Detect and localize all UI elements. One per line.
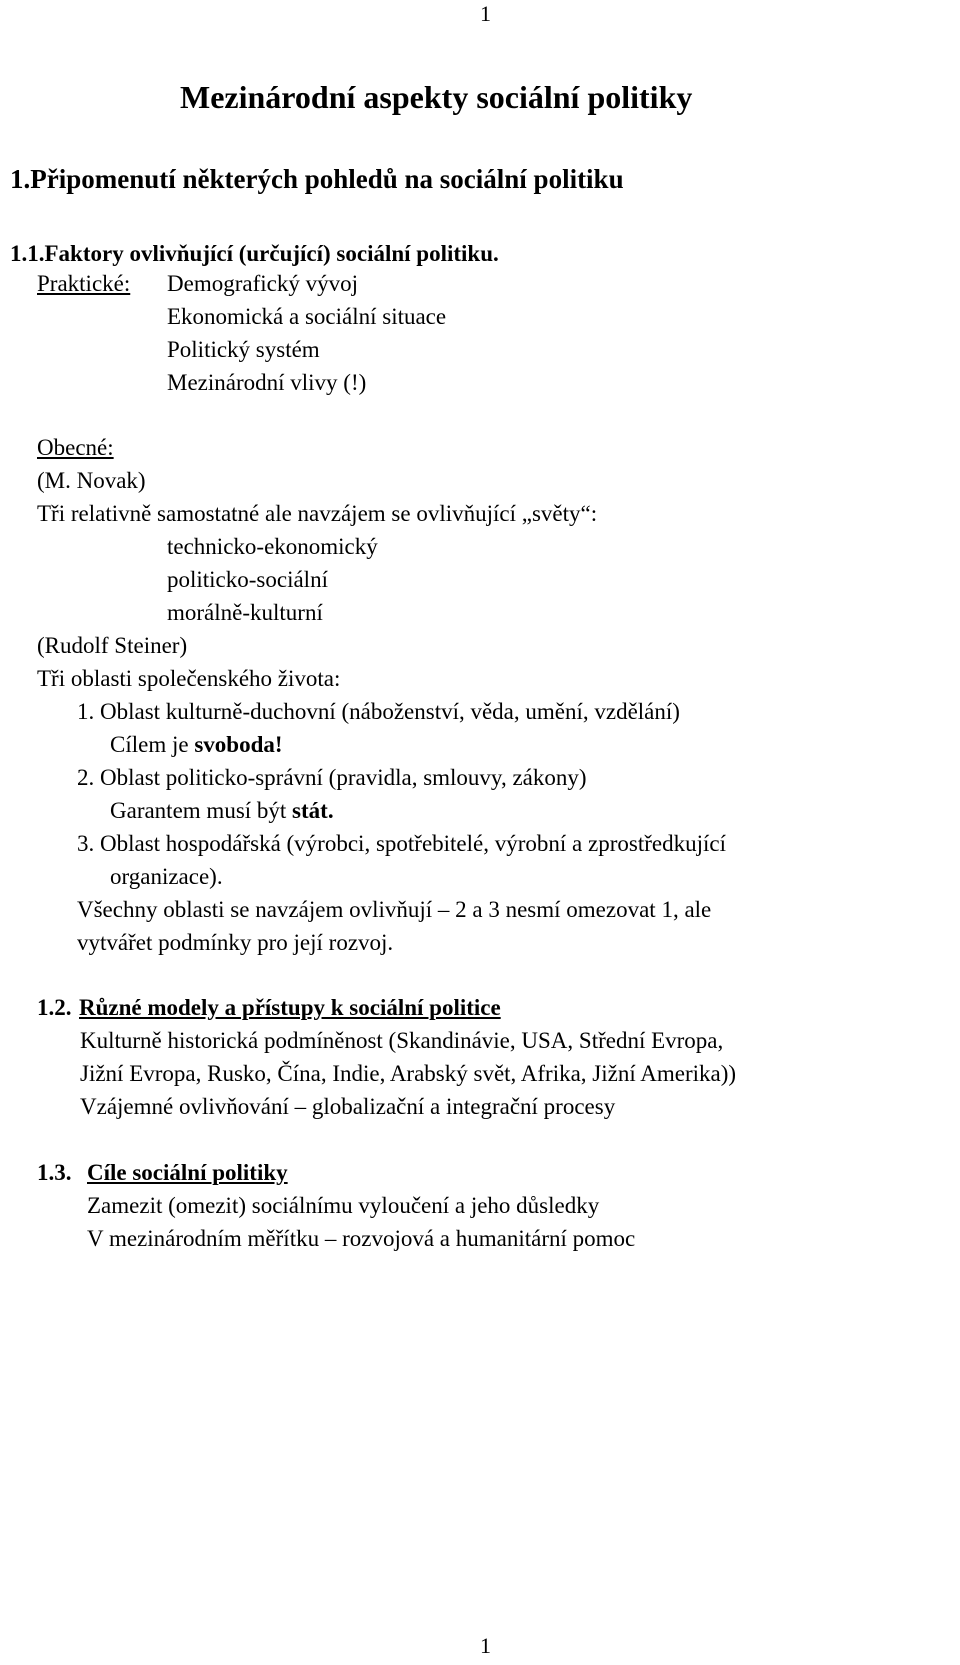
summary-line: vytvářet podmínky pro její rozvoj. — [77, 930, 394, 955]
section-1-3-heading: 1.3. Cíle sociální politiky — [37, 1160, 288, 1185]
section-1-1-heading: 1.1.Faktory ovlivňující (určující) sociální politiku. — [10, 241, 499, 266]
section-1-3-line: Zamezit (omezit) sociálnímu vyloučení a jeho důsledky — [87, 1193, 600, 1218]
section-1-2-line: Jižní Evropa, Rusko, Čína, Indie, Arabský svět, Afrika, Jižní Amerika)) — [80, 1061, 737, 1086]
prakticke-item: Demografický vývoj — [167, 271, 358, 296]
section-1-2-line: Kulturně historická podmíněnost (Skandinávie, USA, Střední Evropa, — [80, 1028, 724, 1053]
novak-reference: (M. Novak) — [37, 468, 146, 493]
page-number-bottom: 1 — [480, 1633, 491, 1658]
section-1-3-line: V mezinárodním měřítku – rozvojová a humanitární pomoc — [87, 1226, 636, 1251]
novak-item: politicko-sociální — [167, 567, 328, 592]
area-1-goal: Cílem je svoboda! — [110, 732, 283, 757]
area-3-title: 3. Oblast hospodářská (výrobci, spotřebitelé, výrobní a zprostředkující — [77, 831, 726, 856]
novak-item: technicko-ekonomický — [167, 534, 378, 559]
prakticke-item: Ekonomická a sociální situace — [167, 304, 447, 329]
prakticke-item: Mezinárodní vlivy (!) — [167, 370, 367, 395]
steiner-reference: (Rudolf Steiner) — [37, 633, 188, 658]
section-1-heading: 1.Připomenutí některých pohledů na sociální politiku — [10, 164, 624, 194]
area-1-title: 1. Oblast kulturně-duchovní (náboženství, věda, umění, vzdělání) — [77, 699, 680, 724]
prakticke-item: Politický systém — [167, 337, 320, 362]
page-number-top: 1 — [480, 1, 491, 26]
section-1-2-line: Vzájemné ovlivňování – globalizační a integrační procesy — [80, 1094, 616, 1119]
steiner-intro: Tři oblasti společenského života: — [37, 666, 341, 691]
novak-intro: Tři relativně samostatné ale navzájem se ovlivňující „světy“: — [37, 501, 598, 526]
section-1-2-heading: 1.2. Různé modely a přístupy k sociální politice — [37, 995, 501, 1020]
area-2-title: 2. Oblast politicko-správní (pravidla, smlouvy, zákony) — [77, 765, 587, 790]
summary-line: Všechny oblasti se navzájem ovlivňují – 2 a 3 nesmí omezovat 1, ale — [77, 897, 712, 922]
area-2-guarantor: Garantem musí být stát. — [110, 798, 334, 823]
area-3-continuation: organizace). — [110, 864, 223, 889]
prakticke-label: Praktické: — [37, 271, 131, 296]
novak-item: morálně-kulturní — [167, 600, 323, 625]
obecne-label: Obecné: — [37, 435, 114, 460]
page-title: Mezinárodní aspekty sociální politiky — [180, 79, 693, 115]
